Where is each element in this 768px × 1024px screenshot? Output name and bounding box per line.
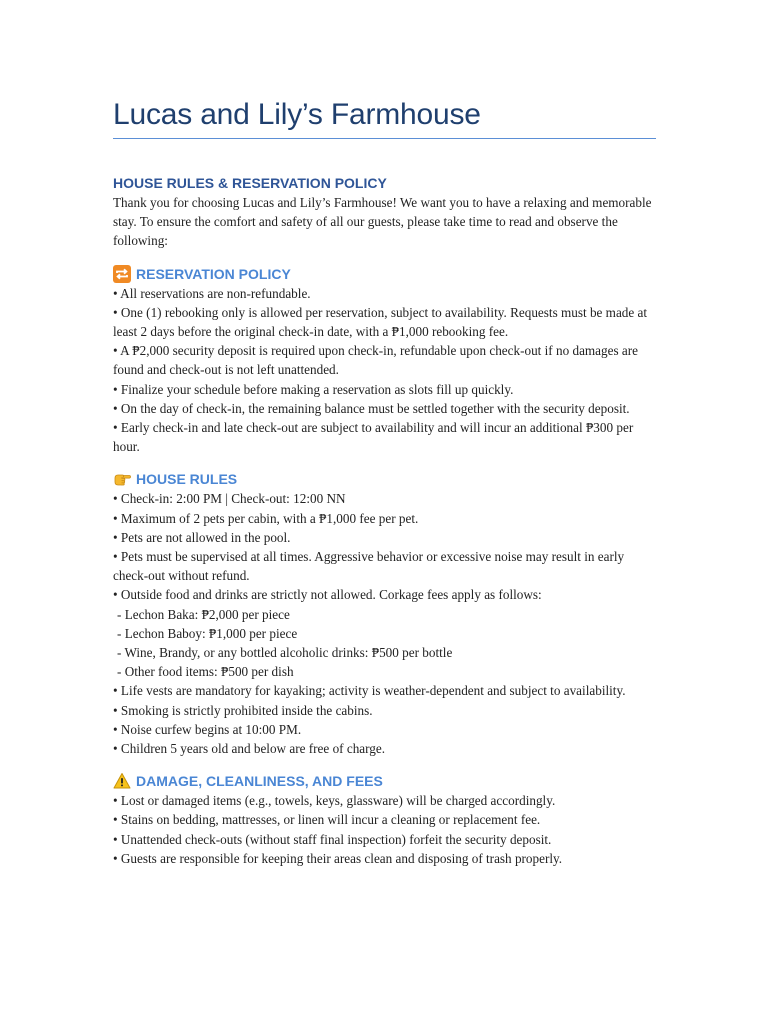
damage-fees-heading: [113, 771, 656, 791]
list-item: • Noise curfew begins at 10:00 PM.: [113, 721, 302, 737]
list-item: • Check-in: 2:00 PM | Check-out: 12:00 NN: [113, 491, 346, 507]
warning-icon: [113, 772, 131, 790]
list-item: • Maximum of 2 pets per cabin, with a ₱1,000 fee per pet.: [113, 510, 419, 526]
list-item: - Lechon Baka: ₱2,000 per piece: [117, 606, 290, 622]
list-item: - Other food items: ₱500 per dish: [117, 664, 294, 680]
list-item: • One (1) rebooking only is allowed per reservation, subject to availability. Requests must be made at least 2 days before the original check-in date, with a ₱1,000 rebooking fee.: [113, 304, 648, 340]
list-item: • Smoking is strictly prohibited inside the cabins.: [113, 702, 373, 718]
document-page: [113, 94, 656, 868]
house-rules-heading: [113, 469, 656, 489]
list-item: • Life vests are mandatory for kayaking; activity is weather-dependent and subject to availability.: [113, 683, 626, 699]
repeat-icon: [113, 265, 131, 283]
list-item: • A ₱2,000 security deposit is required upon check-in, refundable upon check-out if no damages are found and check-out is not left unattended.: [113, 343, 639, 378]
list-item: • Lost or damaged items (e.g., towels, keys, glassware) will be charged accordingly.: [113, 793, 556, 809]
intro-paragraph: Thank you for choosing Lucas and Lily’s Farmhouse! We want you to have a relaxing and memorable stay. To ensure the comfort and safety of all our guests, please take time to read and observe the following:: [113, 195, 652, 249]
reservation-policy-heading-label: RESERVATION POLICY: [136, 265, 291, 282]
list-item: • Guests are responsible for keeping their areas clean and disposing of trash properly.: [113, 850, 563, 866]
list-item: • Stains on bedding, mattresses, or linen will incur a cleaning or replacement fee.: [113, 812, 541, 828]
damage-fees-heading-label: DAMAGE, CLEANLINESS, AND FEES: [136, 773, 383, 790]
list-item: - Wine, Brandy, or any bottled alcoholic drinks: ₱500 per bottle: [117, 645, 453, 661]
damage-fees-section: [113, 771, 656, 868]
list-item: • Unattended check-outs (without staff final inspection) forfeit the security deposit.: [113, 831, 552, 847]
pointing-hand-icon: [113, 470, 131, 488]
main-heading: HOUSE RULES & RESERVATION POLICY: [113, 175, 387, 191]
house-rules-list: [113, 489, 656, 758]
list-item: • Early check-in and late check-out are subject to availability and will incur an additional ₱300 per hour.: [113, 420, 634, 455]
list-item: • Finalize your schedule before making a reservation as slots fill up quickly.: [113, 381, 514, 397]
damage-fees-list: [113, 791, 656, 868]
list-item: - Lechon Baboy: ₱1,000 per piece: [117, 625, 298, 641]
reservation-policy-list: [113, 284, 656, 457]
page-title: Lucas and Lily’s Farmhouse: [113, 94, 656, 139]
list-item: • Outside food and drinks are strictly not allowed. Corkage fees apply as follows:: [113, 587, 542, 603]
list-item: • On the day of check-in, the remaining balance must be settled together with the security deposit.: [113, 400, 630, 416]
list-item: • Children 5 years old and below are free of charge.: [113, 741, 386, 757]
list-item: • Pets are not allowed in the pool.: [113, 529, 291, 545]
list-item: • All reservations are non-refundable.: [113, 285, 311, 301]
reservation-policy-heading: [113, 264, 656, 284]
reservation-policy-section: [113, 264, 656, 457]
house-rules-section: [113, 469, 656, 758]
house-rules-heading-label: HOUSE RULES: [136, 471, 238, 488]
list-item: • Pets must be supervised at all times. Aggressive behavior or excessive noise may result in early check-out without refund.: [113, 549, 625, 584]
